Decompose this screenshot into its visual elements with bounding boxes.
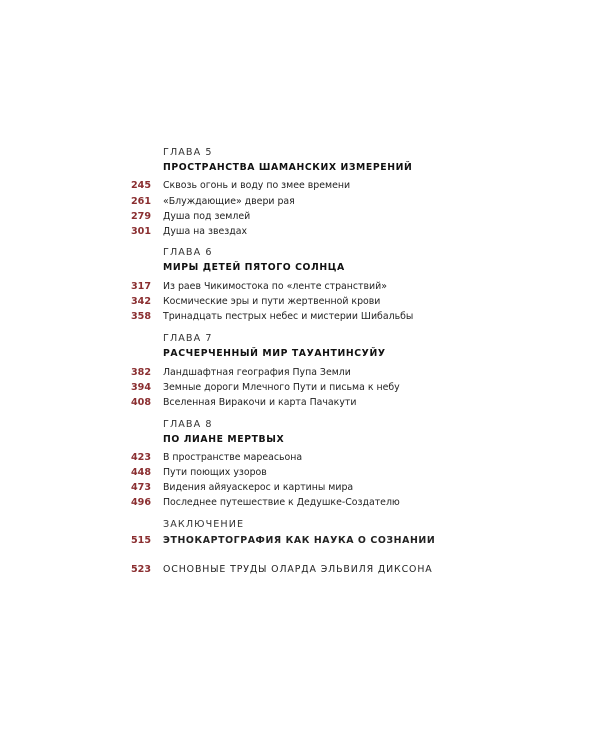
page-number: 448 <box>130 467 151 478</box>
toc-entry-conclusion[interactable] <box>0 535 600 549</box>
toc-entry[interactable] <box>0 482 600 496</box>
conclusion-label: ЗАКЛЮЧЕНИЕ <box>163 519 245 530</box>
entry-title: Душа на звездах <box>163 226 248 237</box>
entry-title: Тринадцать пестрых небес и мистерии Шибальбы <box>163 311 414 322</box>
entry-title: Вселенная Виракочи и карта Пачакути <box>163 397 357 408</box>
page-number: 358 <box>130 311 151 322</box>
page-number: 496 <box>130 497 151 508</box>
page-number: 408 <box>130 397 151 408</box>
toc-entry[interactable] <box>0 311 600 325</box>
chapter-6-title: МИРЫ ДЕТЕЙ ПЯТОГО СОЛНЦА <box>163 262 345 273</box>
entry-title: Из раев Чикимостока по «ленте странствий» <box>163 281 387 292</box>
page-number: 473 <box>130 482 151 493</box>
entry-title: Последнее путешествие к Дедушке-Создателю <box>163 497 400 508</box>
chapter-8-title: ПО ЛИАНЕ МЕРТВЫХ <box>163 434 285 445</box>
page-number: 279 <box>130 211 151 222</box>
chapter-5-label: ГЛАВА 5 <box>163 147 213 158</box>
toc-entry[interactable] <box>0 180 600 194</box>
chapter-8-label: ГЛАВА 8 <box>163 419 213 430</box>
entry-title: Земные дороги Млечного Пути и письма к небу <box>163 382 400 393</box>
page-number: 382 <box>130 367 151 378</box>
toc-entry[interactable] <box>0 497 600 511</box>
page-number: 245 <box>130 180 151 191</box>
chapter-7-title: РАСЧЕРЧЕННЫЙ МИР ТАУАНТИНСУЙУ <box>163 348 386 359</box>
toc-entry[interactable] <box>0 211 600 225</box>
page-number: 342 <box>130 296 151 307</box>
chapter-7-label: ГЛАВА 7 <box>163 333 213 344</box>
toc-entry[interactable] <box>0 296 600 310</box>
entry-title: В пространстве мареасьона <box>163 452 303 463</box>
entry-title: «Блуждающие» двери рая <box>163 196 295 207</box>
toc-entry[interactable] <box>0 467 600 481</box>
entry-title: Видения айяуаскерос и картины мира <box>163 482 354 493</box>
toc-entry[interactable] <box>0 226 600 240</box>
entry-title: Сквозь огонь и воду по змее времени <box>163 180 351 191</box>
toc-entry[interactable] <box>0 397 600 411</box>
toc-entry[interactable] <box>0 382 600 396</box>
works-title: ОСНОВНЫЕ ТРУДЫ ОЛАРДА ЭЛЬВИЛЯ ДИКСОНА <box>163 564 433 575</box>
toc-entry[interactable] <box>0 281 600 295</box>
entry-title: Ландшафтная география Пупа Земли <box>163 367 351 378</box>
page-number: 317 <box>130 281 151 292</box>
entry-title: Космические эры и пути жертвенной крови <box>163 296 381 307</box>
entry-title: Пути поющих узоров <box>163 467 267 478</box>
page-number: 423 <box>130 452 151 463</box>
toc-entry[interactable] <box>0 452 600 466</box>
page-number: 523 <box>130 564 151 575</box>
toc-entry[interactable] <box>0 367 600 381</box>
page-number: 394 <box>130 382 151 393</box>
toc-entry[interactable] <box>0 196 600 210</box>
chapter-6-label: ГЛАВА 6 <box>163 247 213 258</box>
chapter-5-title: ПРОСТРАНСТВА ШАМАНСКИХ ИЗМЕРЕНИЙ <box>163 162 413 173</box>
entry-title: Душа под землей <box>163 211 251 222</box>
conclusion-title: ЭТНОКАРТОГРАФИЯ КАК НАУКА О СОЗНАНИИ <box>163 535 436 546</box>
toc-entry-works[interactable] <box>0 564 600 578</box>
page-number: 301 <box>130 226 151 237</box>
page-number: 515 <box>130 535 151 546</box>
page-number: 261 <box>130 196 151 207</box>
